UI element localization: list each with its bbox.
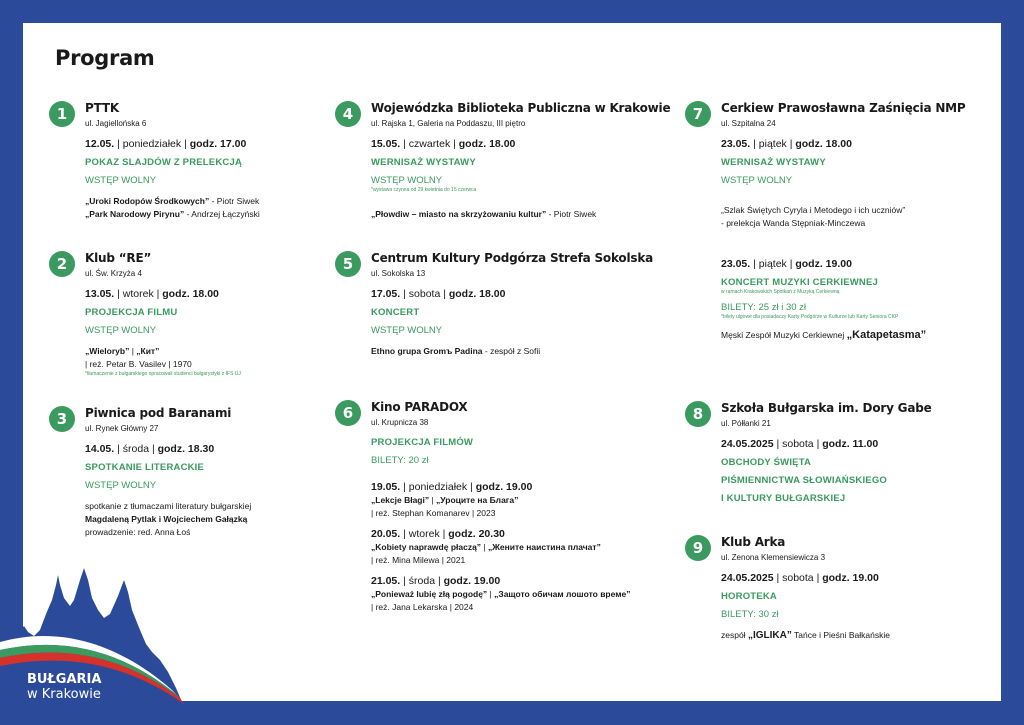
venue-number: 3 xyxy=(49,406,75,432)
screening-date: 21.05. | środa | godz. 19.00 xyxy=(371,575,501,587)
venue-number: 2 xyxy=(49,251,75,277)
entry-info: WSTĘP WOLNY xyxy=(85,175,157,186)
venue-number: 9 xyxy=(685,535,711,561)
entry-info: WSTĘP WOLNY xyxy=(85,325,157,336)
venue-number: 5 xyxy=(335,251,361,277)
venue-address: ul. Krupnicza 38 xyxy=(371,418,429,427)
event-title-line: OBCHODY ŚWIĘTA xyxy=(721,457,812,468)
event-description: spotkanie z tłumaczami literatury bułgarskiej xyxy=(85,501,252,511)
exhibition-author: - prelekcja Wanda Stępniak-Minczewa xyxy=(721,218,866,228)
event-note: w ramach Krakowskich Spotkań z Muzyką Cerkiewną xyxy=(721,289,840,295)
venue-number: 8 xyxy=(685,401,711,427)
entry-info: WSTĘP WOLNY xyxy=(371,325,443,336)
event-title: PROJEKCJA FILMU xyxy=(85,307,178,318)
brand-line-1: BUŁGARIA xyxy=(27,672,102,687)
screening-date: 19.05. | poniedziałek | godz. 19.00 xyxy=(371,481,533,493)
venue-address: ul. Zenona Klemensiewicza 3 xyxy=(721,553,826,562)
event-title: KONCERT MUZYKI CERKIEWNEJ xyxy=(721,277,879,288)
film-title: „Kobiety naprawdę płaczą” | „Жените наистина плачат” xyxy=(371,542,601,552)
event-title: POKAZ SLAJDÓW Z PRELEKCJĄ xyxy=(85,157,243,168)
film-title: „Ponieważ lubię złą pogodę” | „Защото обичам лошото време” xyxy=(371,589,631,599)
performer: Ethno grupa Gromъ Padina - zespół z Sofii xyxy=(371,346,541,356)
event-date: 15.05. | czwartek | godz. 18.00 xyxy=(371,138,516,150)
event-guests: Magdaleną Pytlak i Wojciechem Gałązką xyxy=(85,514,248,524)
performer: Męski Zespół Muzyki Cerkiewnej „Katapetasma” xyxy=(721,329,927,341)
footnote: *bilety ulgowe dla posiadaczy Karty Podgórze w Kulturze lub Karty Seniora CKP xyxy=(721,314,899,320)
event-title: PROJEKCJA FILMÓW xyxy=(371,437,474,448)
event-date: 24.05.2025 | sobota | godz. 19.00 xyxy=(721,572,879,584)
entry-info: WSTĘP WOLNY xyxy=(85,480,157,491)
venue-number: 7 xyxy=(685,101,711,127)
film-credits: | reż. Stephan Komanarev | 2023 xyxy=(371,508,496,518)
ticket-info: BILETY: 30 zł xyxy=(721,609,779,620)
event-title: KONCERT xyxy=(371,307,420,318)
venue-name: Szkoła Bułgarska im. Dory Gabe xyxy=(721,401,932,415)
venue-address: ul. Półłanki 21 xyxy=(721,419,771,428)
event-title: SPOTKANIE LITERACKIE xyxy=(85,462,205,473)
exhibition-item: „Szlak Świętych Cyryla i Metodego i ich uczniów” xyxy=(721,205,906,215)
film-credits: | reż. Mina Milewa | 2021 xyxy=(371,555,466,565)
venue-number: 4 xyxy=(335,101,361,127)
event-date: 12.05. | poniedziałek | godz. 17.00 xyxy=(85,138,247,150)
brand-text xyxy=(27,672,101,702)
venue-number: 6 xyxy=(335,400,361,426)
performer: zespół „IGLIKA” Tańce i Pieśni Bałkańskie xyxy=(721,630,890,641)
screening xyxy=(371,575,631,614)
venue-name: PTTK xyxy=(85,101,119,115)
talk-item: „Uroki Rodopów Środkowych” - Piotr Siwek xyxy=(85,196,260,206)
event-date: 17.05. | sobota | godz. 18.00 xyxy=(371,288,506,300)
film-title: „Wieloryb” | „Кит” xyxy=(85,346,160,356)
event-title-line: I KULTURY BUŁGARSKIEJ xyxy=(721,493,846,504)
event-title: HOROTEKA xyxy=(721,591,777,602)
event-date: 23.05. | piątek | godz. 19.00 xyxy=(721,258,852,270)
venue-address: ul. Rajska 1, Galeria na Poddaszu, III piętro xyxy=(371,119,526,128)
ticket-info: BILETY: 25 zł i 30 zł xyxy=(721,302,807,313)
event-title: WERNISAŻ WYSTAWY xyxy=(371,157,476,168)
venue-address: ul. Szpitalna 24 xyxy=(721,119,776,128)
event-host: prowadzenie: red. Anna Łoś xyxy=(85,527,191,537)
venue-name: Wojewódzka Biblioteka Publiczna w Krakowie xyxy=(371,101,671,115)
ticket-info: BILETY: 20 zł xyxy=(371,455,429,466)
venue-name: Centrum Kultury Podgórza Strefa Sokolska xyxy=(371,251,654,265)
event-date: 23.05. | piątek | godz. 18.00 xyxy=(721,138,852,150)
page-title: Program xyxy=(55,46,155,70)
event-date: 24.05.2025 | sobota | godz. 11.00 xyxy=(721,438,879,450)
film-title: „Lekcje Błagi” | „Уроците на Блага” xyxy=(371,495,519,505)
footnote: *tłumaczenie z bułgarskiego opracowali studenci bułgarystyki z IFS UJ xyxy=(85,371,241,377)
film-credits: | reż. Petar B. Vasilev | 1970 xyxy=(85,359,192,369)
venue-number: 1 xyxy=(49,101,75,127)
screening xyxy=(371,528,631,567)
venue-address: ul. Rynek Główny 27 xyxy=(85,424,159,433)
footnote: *wystawa czynna od 29 kwietnia do 15 czerwca xyxy=(371,187,477,193)
venue-address: ul. Sokolska 13 xyxy=(371,269,426,278)
talk-item: „Park Narodowy Pirynu” - Andrzej Łączyński xyxy=(85,209,260,219)
entry-info: WSTĘP WOLNY xyxy=(371,175,443,186)
event-date: 13.05. | wtorek | godz. 18.00 xyxy=(85,288,219,300)
exhibition-item: „Płowdiw – miasto na skrzyżowaniu kultur” - Piotr Siwek xyxy=(371,209,597,219)
venue-name: Piwnica pod Baranami xyxy=(85,406,232,420)
screening xyxy=(371,481,631,520)
venue-address: ul. Św. Krzyża 4 xyxy=(85,269,142,278)
brand-line-2: w Krakowie xyxy=(27,687,101,702)
screening-date: 20.05. | wtorek | godz. 20.30 xyxy=(371,528,505,540)
entry-info: WSTĘP WOLNY xyxy=(721,175,793,186)
concert-event xyxy=(721,258,966,342)
venue-address: ul. Jagiellońska 6 xyxy=(85,119,147,128)
event-title: WERNISAŻ WYSTAWY xyxy=(721,157,826,168)
venue-name: Klub “RE” xyxy=(85,251,152,265)
event-title-line: PIŚMIENNICTWA SŁOWIAŃSKIEGO xyxy=(721,475,888,486)
venue-name: Klub Arka xyxy=(721,535,786,549)
venue-name: Cerkiew Prawosławna Zaśnięcia NMP xyxy=(721,101,966,115)
event-date: 14.05. | środa | godz. 18.30 xyxy=(85,443,215,455)
venue-name: Kino PARADOX xyxy=(371,400,468,414)
film-credits: | reż. Jana Lekarska | 2024 xyxy=(371,602,474,612)
